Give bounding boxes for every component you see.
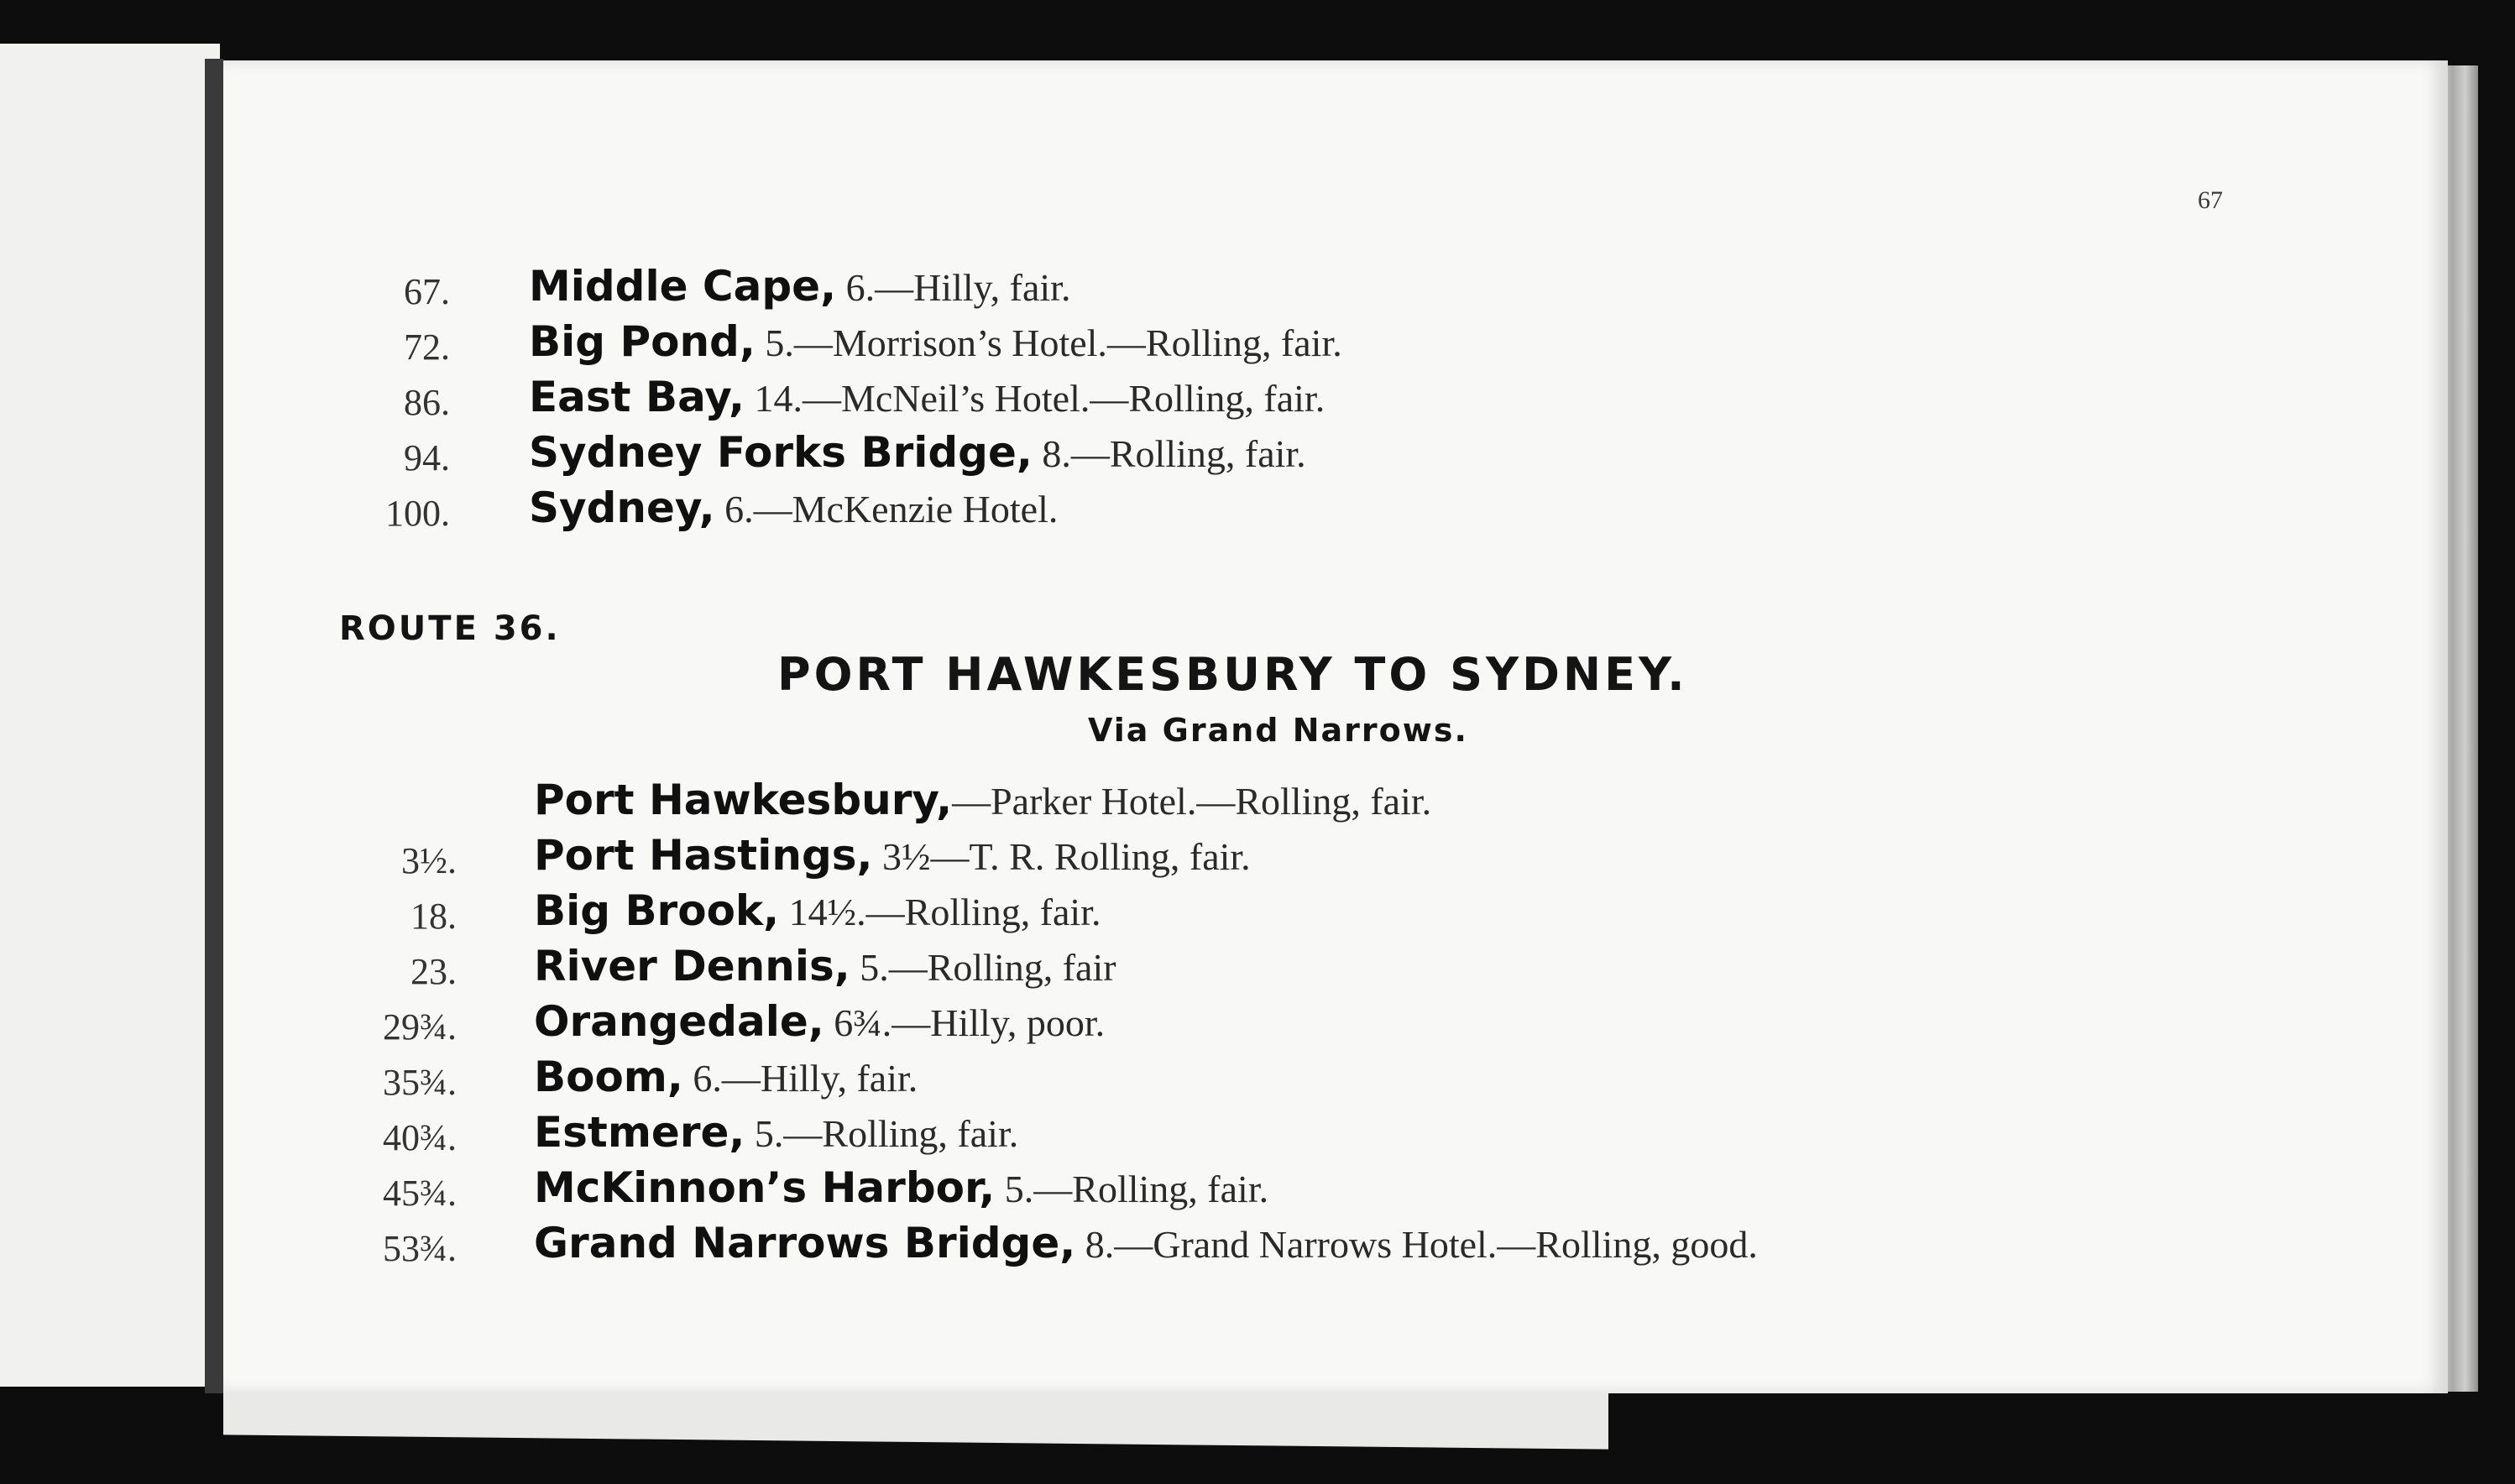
entry-detail: 8.—Grand Narrows Hotel.—Rolling, good. (1075, 1223, 1758, 1266)
place-name: Port Hastings, 3½—T. R. Rolling, fair. (534, 831, 1251, 880)
mileage: 35¾. (383, 1062, 457, 1103)
entry-detail: 6.—McKenzie Hotel. (714, 488, 1059, 530)
gutter-shadow (205, 59, 223, 1393)
mileage: 18. (410, 896, 457, 937)
place-name: McKinnon’s Harbor, 5.—Rolling, fair. (534, 1163, 1269, 1212)
entry-detail: 14.—McNeil’s Hotel.—Rolling, fair. (744, 377, 1325, 420)
mileage: 67. (404, 271, 450, 312)
mileage: 100. (385, 493, 450, 534)
left-page-edge (0, 44, 220, 1387)
mileage: 3½. (401, 840, 457, 881)
place-name: Grand Narrows Bridge, 8.—Grand Narrows Hotel.—Rolling, good. (534, 1219, 1758, 1267)
entry-detail: 5.—Morrison’s Hotel.—Rolling, fair. (755, 321, 1342, 364)
entry-detail: 5.—Rolling, fair. (995, 1168, 1269, 1210)
entry-detail: 3½—T. R. Rolling, fair. (872, 835, 1251, 878)
place-name: River Dennis, 5.—Rolling, fair (534, 942, 1116, 990)
route-label: ROUTE 36. (339, 609, 561, 648)
mileage: 45¾. (383, 1173, 457, 1214)
mileage: 29¾. (383, 1006, 457, 1048)
place-name: East Bay, 14.—McNeil’s Hotel.—Rolling, fair. (529, 373, 1325, 421)
book-page (223, 60, 2448, 1393)
entry-detail: 8.—Rolling, fair. (1032, 432, 1306, 475)
place-name: Port Hawkesbury,—Parker Hotel.—Rolling, fair. (534, 776, 1432, 824)
entry-detail: 5.—Rolling, fair (850, 946, 1116, 989)
mileage: 23. (410, 951, 457, 992)
mileage: 94. (404, 437, 450, 478)
entry-detail: 6.—Hilly, fair. (682, 1057, 918, 1100)
place-name: Orangedale, 6¾.—Hilly, poor. (534, 997, 1106, 1046)
mileage: 86. (404, 382, 450, 423)
entry-detail: 6.—Hilly, fair. (836, 266, 1071, 309)
page-number: 67 (2198, 186, 2223, 214)
place-name: Big Brook, 14½.—Rolling, fair. (534, 886, 1101, 935)
entry-detail: 6¾.—Hilly, poor. (824, 1001, 1106, 1044)
place-name: Middle Cape, 6.—Hilly, fair. (529, 262, 1071, 311)
place-name: Big Pond, 5.—Morrison’s Hotel.—Rolling, fair. (529, 317, 1342, 366)
place-name: Sydney Forks Bridge, 8.—Rolling, fair. (529, 428, 1306, 477)
route-title: PORT HAWKESBURY TO SYDNEY. (777, 648, 1688, 701)
place-name: Estmere, 5.—Rolling, fair. (534, 1108, 1019, 1157)
entry-detail: —Parker Hotel.—Rolling, fair. (952, 780, 1432, 823)
place-name: Sydney, 6.—McKenzie Hotel. (529, 483, 1059, 532)
entry-detail: 5.—Rolling, fair. (745, 1112, 1019, 1155)
entry-detail: 14½.—Rolling, fair. (779, 891, 1101, 933)
mileage: 72. (404, 327, 450, 368)
mileage: 53¾. (383, 1228, 457, 1269)
mileage: 40¾. (383, 1117, 457, 1158)
place-name: Boom, 6.—Hilly, fair. (534, 1053, 918, 1101)
route-subtitle: Via Grand Narrows. (1088, 712, 1468, 749)
